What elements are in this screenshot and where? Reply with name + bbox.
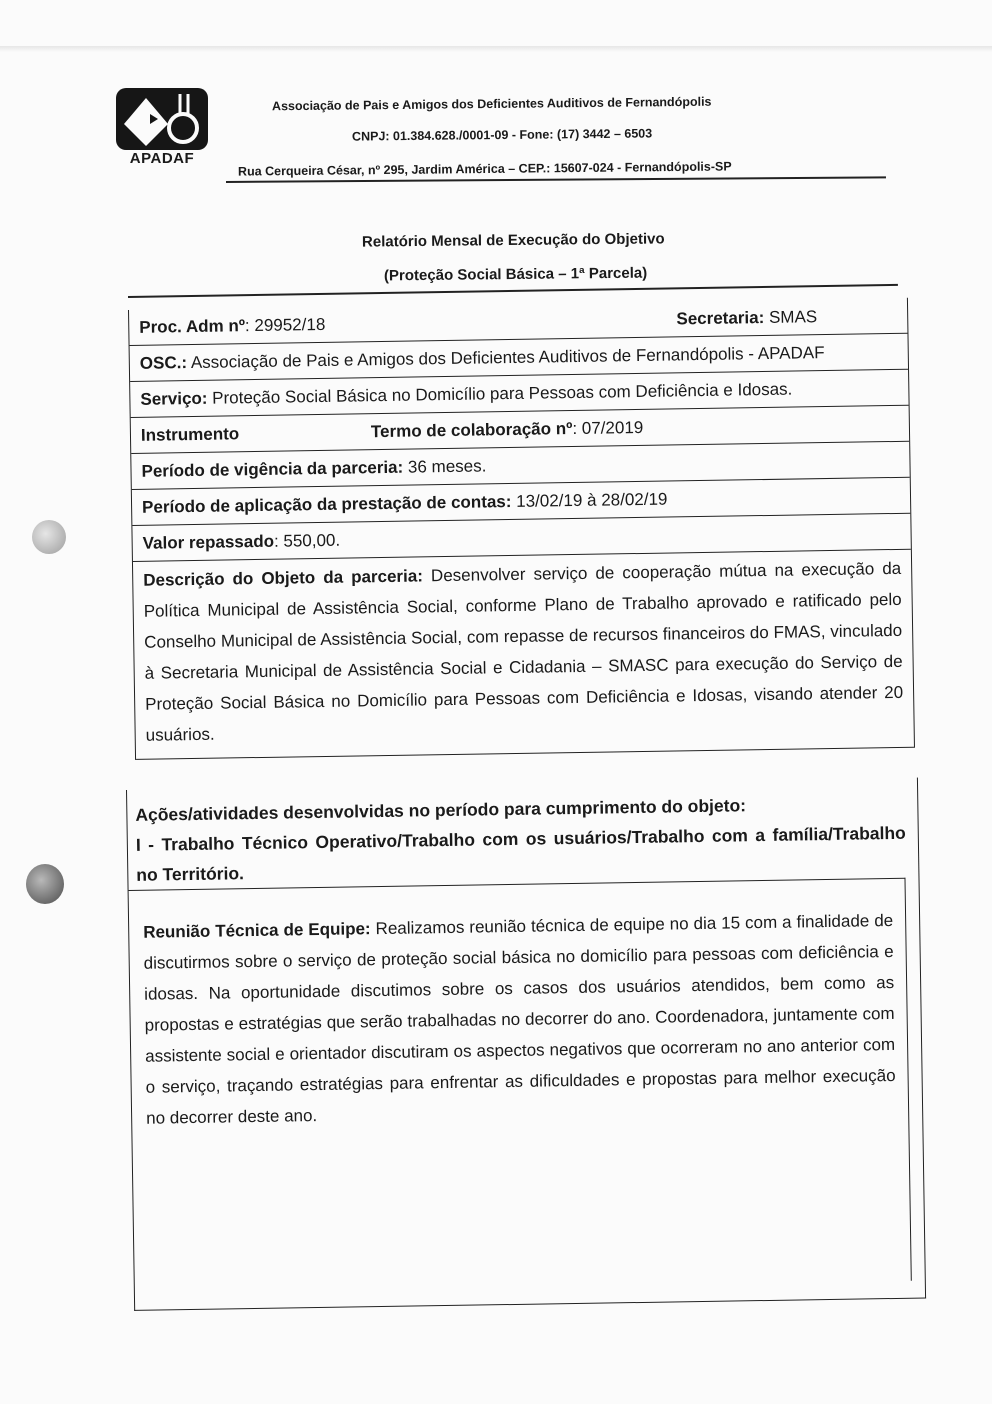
org-address: Rua Cerqueira César, nº 295, Jardim América – CEP.: 15607-024 - Fernandópolis-SP	[237, 159, 732, 179]
punch-hole	[26, 864, 64, 904]
actions-title: Ações/atividades desenvolvidas no período para cumprimento do objeto:	[135, 795, 747, 825]
secretaria-field	[676, 302, 817, 334]
actions-subtitle: I - Trabalho Técnico Operativo/Trabalho com os usuários/Trabalho com a família/Trabalho no Território.	[135, 822, 906, 885]
logo-text: APADAF	[129, 150, 195, 167]
aplicacao-label: Período de aplicação da prestação de contas:	[141, 492, 512, 517]
proc-label: Proc. Adm nº	[139, 316, 246, 337]
org-contact: CNPJ: 01.384.628./0001-09 - Fone: (17) 3442 – 6503	[351, 126, 653, 144]
descricao-value: Desenvolver serviço de cooperação mútua na execução da Política Municipal de Assistência Social, conforme Plano de Trabalho aprovado e ratificado pelo Conselho Municipal de Assistência Social, com repasse de recursos financeiros do FMAS, vinculado à Secretaria Municipal de Assistência Social e Cidadania – SMASC para execução do Serviço de Proteção Social Básica no Domicílio para Pessoas com Deficiência e Idosas, visando atender 20 usuários.	[143, 558, 904, 745]
servico-value: Proteção Social Básica no Domicílio para Pessoas com Deficiência e Idosas.	[207, 379, 793, 408]
servico-label: Serviço:	[140, 388, 208, 409]
actions-heading	[135, 788, 906, 890]
page-edge-shadow	[0, 46, 992, 52]
actions-block	[126, 778, 926, 1311]
logo-mark	[116, 88, 208, 150]
instrumento-label: Instrumento	[140, 424, 240, 445]
descricao-label: Descrição do Objeto da parceria:	[143, 566, 424, 590]
aplicacao-value: 13/02/19 à 28/02/19	[511, 489, 668, 511]
report-title: Relatório Mensal de Execução do Objetivo	[361, 230, 665, 251]
secretaria-label: Secretaria:	[676, 308, 765, 329]
punch-hole	[32, 520, 66, 554]
proc-field	[139, 310, 326, 343]
osc-value: Associação de Pais e Amigos dos Deficientes Auditivos de Fernandópolis - APADAF	[186, 343, 825, 373]
reuniao-paragraph	[143, 905, 896, 1134]
valor-label: Valor repassado	[142, 531, 275, 553]
vigencia-value: 36 meses.	[403, 456, 487, 477]
proc-value: : 29952/18	[244, 314, 326, 336]
report-form	[128, 298, 915, 760]
valor-value: : 550,00.	[273, 530, 341, 551]
secretaria-value: SMAS	[764, 307, 818, 328]
termo-value: : 07/2019	[572, 417, 644, 439]
termo-label: Termo de colaboração nº	[370, 419, 573, 442]
osc-label: OSC.:	[139, 353, 188, 373]
form-top-border	[128, 284, 898, 298]
reuniao-label: Reunião Técnica de Equipe:	[143, 919, 371, 942]
apadaf-logo	[112, 88, 210, 168]
report-subtitle: (Proteção Social Básica – 1ª Parcela)	[383, 264, 648, 285]
descricao-row	[133, 550, 914, 760]
reuniao-text: Realizamos reunião técnica de equipe no dia 15 com a finalidade de discutirmos sobre o serviço de proteção social básica no domicílio para pessoas com deficiência e idosas. Na oportunidade discutimos sobre os casos dos usuários atendidos, bem como as propostas e estratégias que serão trabalhadas no decorrer do ano. Coordenadora, juntamente com assistente social e orientador discutiram os aspectos negativos que ocorreram no ano anterior com o serviço, traçando estratégias para enfrentar as dificuldades e propostas para melhor execução no decorrer deste ano.	[143, 910, 896, 1128]
reuniao-box	[129, 878, 912, 1293]
termo-field	[371, 413, 644, 447]
vigencia-label: Período de vigência da parceria:	[141, 457, 404, 481]
org-name: Associação de Pais e Amigos dos Deficientes Auditivos de Fernandópolis	[271, 94, 712, 114]
